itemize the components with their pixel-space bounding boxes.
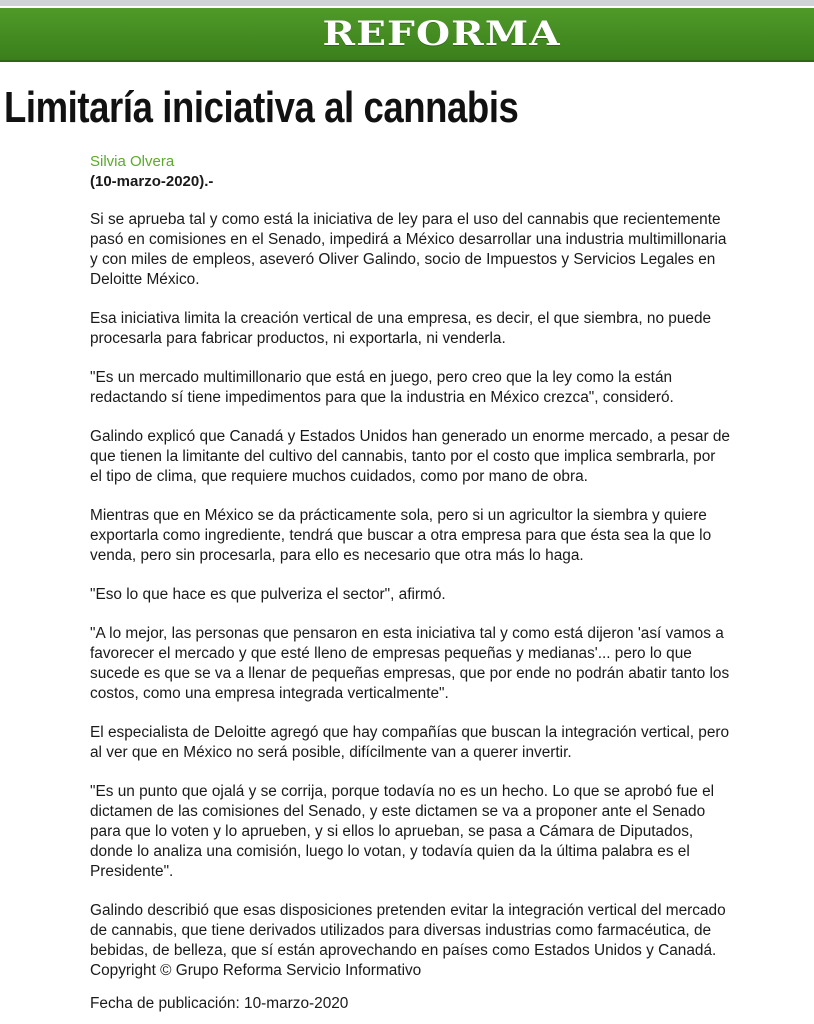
paragraph: El especialista de Deloitte agregó que hay compañías que buscan la integración vertical, pero al ver que en México no será posible, difícilmente van a querer invertir.	[90, 724, 730, 761]
paragraph: "Eso lo que hace es que pulveriza el sector", afirmó.	[90, 586, 446, 603]
paragraph: "Es un mercado multimillonario que está en juego, pero creo que la ley como la están redactando sí tiene impedimentos para que la industria en México crezca", consideró.	[90, 369, 674, 406]
author-name: Silvia Olvera	[90, 153, 175, 170]
paragraph: Mientras que en México se da prácticamente sola, pero si un agricultor la siembra y quiere exportarla como ingrediente, tendrá que buscar a otra empresa para que ésta sea la que lo venda, pero sin procesarla, para ello es necesario que otra más lo haga.	[90, 507, 712, 564]
byline	[90, 152, 213, 192]
article-body	[90, 210, 730, 1000]
paragraph: Esa iniciativa limita la creación vertical de una empresa, es decir, el que siembra, no puede procesarla para fabricar productos, ni exportarla, ni venderla.	[90, 310, 712, 347]
paragraph: "Es un punto que ojalá y se corrija, porque todavía no es un hecho. Lo que se aprobó fue el dictamen de las comisiones del Senado, y este dictamen se va a proponer ante el Senado para que lo voten y lo aprueben, y si ellos lo aprueban, se pasa a Cámara de Diputados, donde lo analiza una comisión, luego lo votan, y todavía quien da la última palabra es el Presidente".	[90, 783, 715, 880]
article-headline: Limitaría iniciativa al cannabis	[4, 83, 519, 132]
dateline: (10-marzo-2020).-	[90, 173, 214, 190]
reforma-logo: REFORMA	[322, 14, 562, 54]
paragraph: "A lo mejor, las personas que pensaron en esta iniciativa tal y como está dijeron 'así vamos a favorecer el mercado y que esté lleno de empresas pequeñas y medianas'... pero lo que sucede es que se va a llenar de pequeñas empresas, que por ende no podrán abatir tanto los costos, como una empresa integrada verticalmente".	[90, 625, 730, 702]
paragraph: Si se aprueba tal y como está la iniciativa de ley para el uso del cannabis que recientemente pasó en comisiones en el Senado, impedirá a México desarrollar una industria multimillonaria y con miles de empleos, aseveró Oliver Galindo, socio de Impuestos y Servicios Legales en Deloitte México.	[90, 211, 727, 288]
masthead	[0, 8, 814, 62]
top-rule	[0, 0, 814, 6]
publication-date: Fecha de publicación: 10-marzo-2020	[90, 995, 349, 1012]
paragraph: Galindo describió que esas disposiciones pretenden evitar la integración vertical del mercado de cannabis, que tiene derivados utilizados para diversas industrias como farmacéutica, de bebidas, de belleza, que sí están aprovechando en países como Estados Unidos y Canadá. Copyright © Grupo Reforma Servicio Informativo	[90, 902, 726, 979]
paragraph: Galindo explicó que Canadá y Estados Unidos han generado un enorme mercado, a pesar de que tienen la limitante del cultivo del cannabis, tanto por el costo que implica sembrarla, por el tipo de clima, que requiere muchos cuidados, como por mano de obra.	[90, 428, 730, 485]
